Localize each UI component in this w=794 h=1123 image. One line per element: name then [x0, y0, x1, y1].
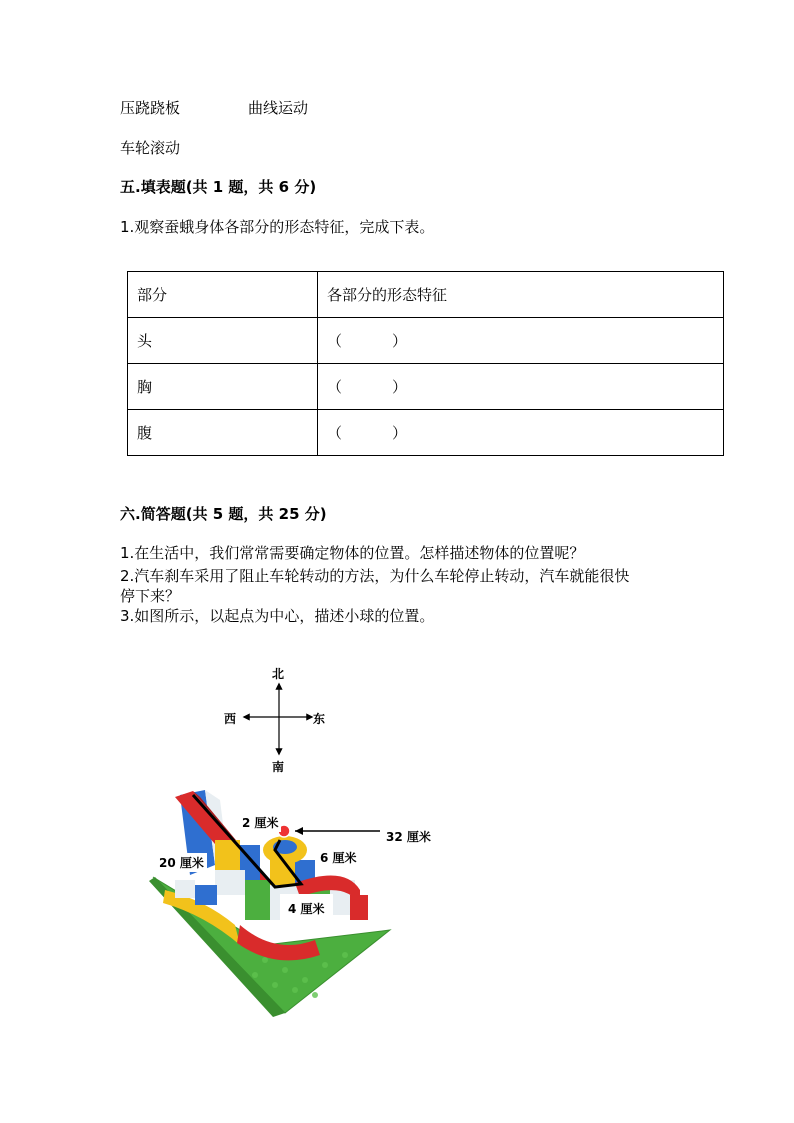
table-header-part: 部分	[128, 272, 318, 318]
label-2-cm: 2 厘米	[240, 813, 281, 832]
table-cell-part: 头	[128, 318, 318, 364]
section-six-question-1: 1.在生活中，我们常常需要确定物体的位置。怎样描述物体的位置呢？	[120, 544, 585, 562]
section-six-question-2-line-1: 2.汽车刹车采用了阻止车轮转动的方法，为什么车轮停止转动，汽车就能很快	[120, 567, 630, 585]
item-seesaw: 压跷跷板	[120, 99, 181, 117]
table-cell-answer[interactable]	[318, 318, 724, 364]
compass-east-label: 东	[313, 712, 326, 726]
label-4-cm: 4 厘米	[280, 894, 333, 923]
table-cell-answer[interactable]	[318, 410, 724, 456]
section-six-question-3: 3.如图所示，以起点为中心，描述小球的位置。	[120, 607, 435, 625]
section-five-title: 五.填表题(共 1 题，共 6 分)	[120, 178, 317, 196]
compass-north-label: 北	[272, 667, 285, 681]
section-five-question-1: 1.观察蚕蛾身体各部分的形态特征，完成下表。	[120, 218, 435, 236]
compass-west-label: 西	[224, 712, 237, 726]
table-row	[128, 364, 724, 410]
table-cell-part: 腹	[128, 410, 318, 456]
paren-open: （	[327, 424, 343, 442]
compass-south-label: 南	[272, 760, 285, 774]
section-six-question-2-line-2: 停下来？	[120, 587, 181, 605]
paren-open: （	[327, 332, 343, 350]
table-cell-answer[interactable]	[318, 364, 724, 410]
table-row	[128, 318, 724, 364]
silkmoth-trait-table	[127, 271, 724, 456]
item-curve-motion: 曲线运动	[248, 99, 309, 117]
label-6-cm: 6 厘米	[317, 848, 360, 867]
label-32-cm: 32 厘米	[386, 830, 431, 844]
table-row	[128, 410, 724, 456]
section-six-title: 六.简答题(共 5 题，共 25 分)	[120, 505, 327, 523]
label-20-cm: 20 厘米	[156, 853, 207, 872]
paren-close: ）	[392, 424, 408, 442]
table-cell-part: 胸	[128, 364, 318, 410]
compass-arrows	[240, 680, 320, 760]
table-header-row	[128, 272, 724, 318]
paren-open: （	[327, 378, 343, 396]
table-header-trait: 各部分的形态特征	[318, 272, 724, 318]
paren-close: ）	[392, 332, 408, 350]
item-wheel-rolling: 车轮滚动	[120, 139, 181, 157]
paren-close: ）	[392, 378, 408, 396]
